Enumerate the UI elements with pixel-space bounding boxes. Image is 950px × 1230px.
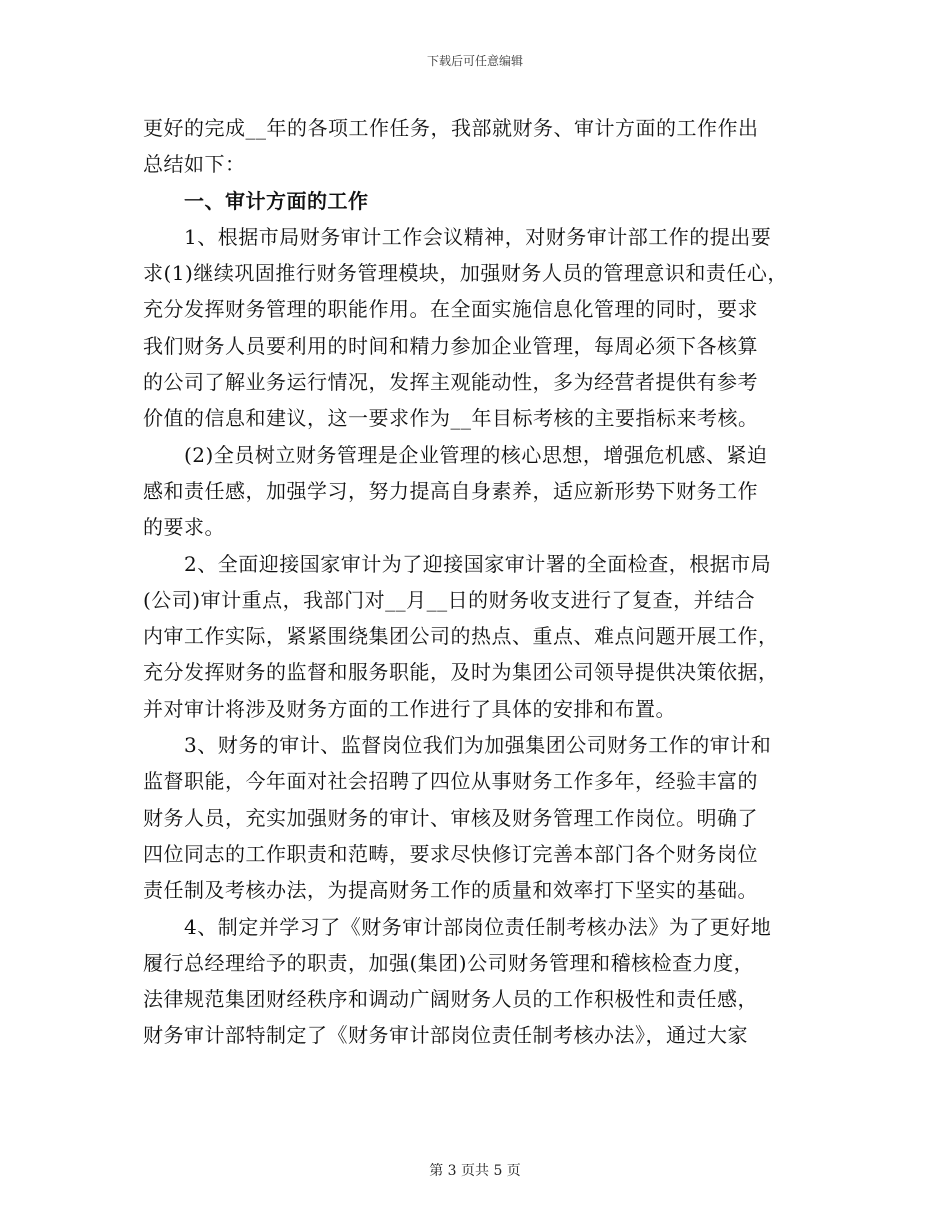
text-line: 内审工作实际，紧紧围绕集团公司的热点、重点、难点问题开展工作， xyxy=(143,624,779,649)
section-heading: 一、审计方面的工作 xyxy=(143,188,369,213)
text-line: 监督职能，今年面对社会招聘了四位从事财务工作多年，经验丰富的 xyxy=(143,769,758,794)
text-line: 法律规范集团财经秩序和调动广阔财务人员的工作积极性和责任感， xyxy=(143,987,758,1012)
text-line: 总结如下： xyxy=(143,152,246,177)
text-line: 我们财务人员要利用的时间和精力参加企业管理，每周必须下各核算 xyxy=(143,333,758,358)
text-line: 1、根据市局财务审计工作会议精神，对财务审计部工作的提出要 xyxy=(143,224,772,249)
text-line: 价值的信息和建议，这一要求作为__年目标考核的主要指标来考核。 xyxy=(143,406,759,431)
text-line: 求(1)继续巩固推行财务管理模块，加强财务人员的管理意识和责任心， xyxy=(143,261,788,286)
text-line: 感和责任感，加强学习，努力提高自身素养，适应新形势下财务工作 xyxy=(143,478,758,503)
text-line: 责任制及考核办法，为提高财务工作的质量和效率打下坚实的基础。 xyxy=(143,878,758,903)
text-line: 履行总经理给予的职责，加强(集团)公司财务管理和稽核检查力度， xyxy=(143,950,755,975)
text-line: 四位同志的工作职责和范畴，要求尽快修订完善本部门各个财务岗位 xyxy=(143,841,758,866)
text-line: 充分发挥财务管理的职能作用。在全面实施信息化管理的同时，要求 xyxy=(143,297,758,322)
document-body xyxy=(143,110,813,1054)
page-header: 下载后可任意编辑 xyxy=(426,54,523,68)
text-line: 3、财务的审计、监督岗位我们为加强集团公司财务工作的审计和 xyxy=(143,733,772,758)
text-line: 的要求。 xyxy=(143,515,225,540)
page-footer: 第 3 页共 5 页 xyxy=(429,1163,521,1179)
text-line: 更好的完成__年的各项工作任务，我部就财务、审计方面的工作作出 xyxy=(143,116,759,140)
text-line: 2、全面迎接国家审计为了迎接国家审计署的全面检查，根据市局 xyxy=(143,551,772,576)
text-line: 4、制定并学习了《财务审计部岗位责任制考核办法》为了更好地 xyxy=(143,914,772,939)
text-line: 财务人员，充实加强财务的审计、审核及财务管理工作岗位。明确了 xyxy=(143,805,758,830)
text-line: 充分发挥财务的监督和服务职能，及时为集团公司领导提供决策依据， xyxy=(143,660,779,685)
text-line: 财务审计部特制定了《财务审计部岗位责任制考核办法》，通过大家 xyxy=(143,1023,748,1048)
text-line: 并对审计将涉及财务方面的工作进行了具体的安排和布置。 xyxy=(143,696,676,721)
text-line: (公司)审计重点，我部门对__月__日的财务收支进行了复查，并结合 xyxy=(143,587,756,612)
text-line: (2)全员树立财务管理是企业管理的核心思想，增强危机感、紧迫 xyxy=(143,442,768,467)
text-line: 的公司了解业务运行情况，发挥主观能动性，多为经营者提供有参考 xyxy=(143,370,758,395)
